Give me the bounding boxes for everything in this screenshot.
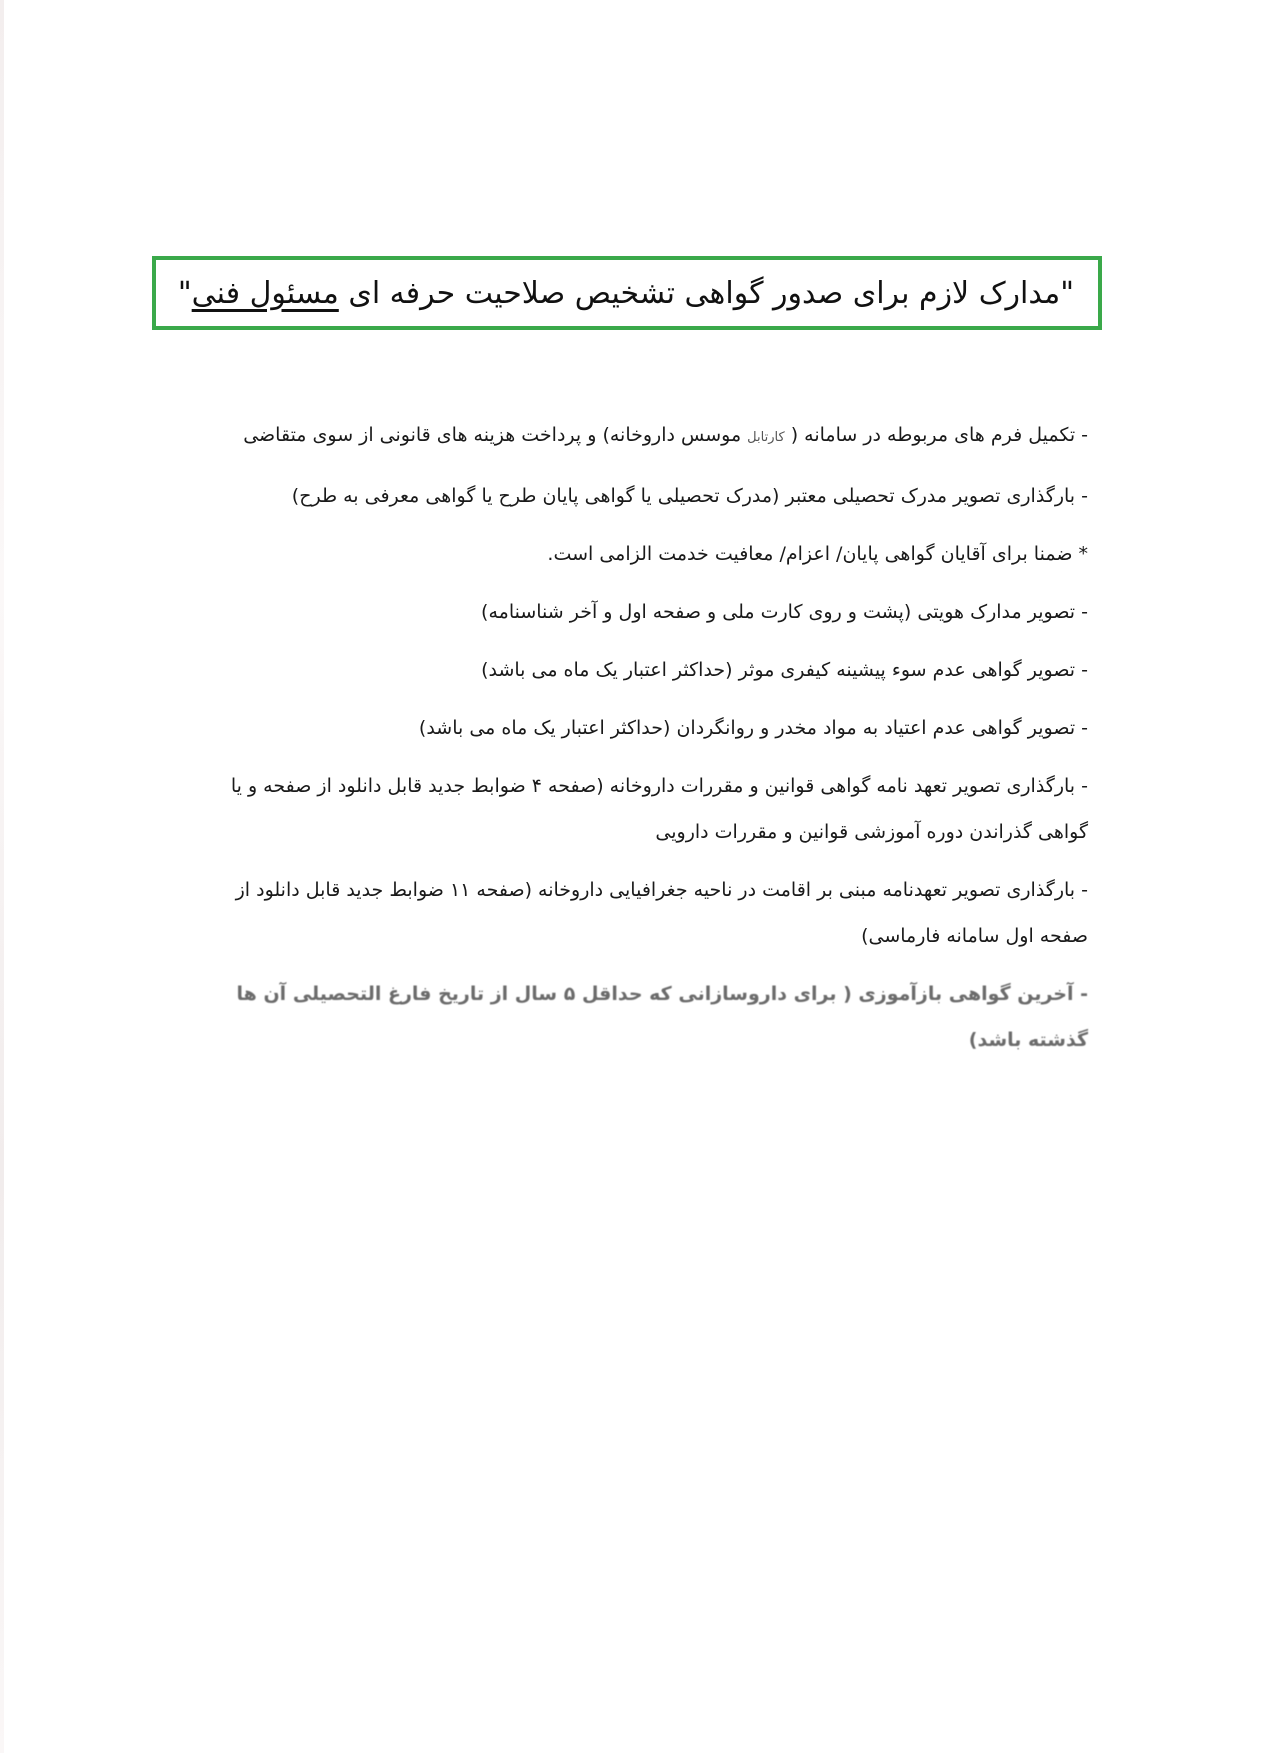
document-title (178, 276, 1074, 311)
title-underlined: مسئول فنی (191, 275, 339, 311)
list-item-pharmacy-rules: - بارگذاری تصویر تعهد نامه گواهی قوانین و مقررات داروخانه (صفحه ۴ ضوابط جدید قابل دانلود از صفحه و یا گواهی گذراندن دوره آموزشی قوانین و مقررات دارویی (230, 775, 1088, 843)
list-item-military-note: * ضمنا برای آقایان گواهی پایان/ اعزام/ معافیت خدمت الزامی است. (547, 543, 1088, 565)
list-item-registration (198, 412, 1088, 461)
list-item-degree: - بارگذاری تصویر مدرک تحصیلی معتبر (مدرک تحصیلی یا گواهی پایان طرح یا گواهی معرفی به طرح) (291, 485, 1088, 507)
list-item-retraining: - آخرین گواهی بازآموزی ( برای داروسازانی که حداقل ۵ سال از تاریخ فارغ التحصیلی آن ها گذشته باشد) (236, 983, 1088, 1051)
title-box (152, 256, 1102, 330)
scan-edge (0, 0, 4, 1753)
item-1-prefix: - تکمیل فرم های مربوطه در سامانه ( (784, 424, 1088, 446)
title-close-quote: " (177, 275, 192, 311)
list-item-addiction: - تصویر گواهی عدم اعتیاد به مواد مخدر و روانگردان (حداکثر اعتبار یک ماه می باشد) (418, 717, 1088, 739)
list-item-criminal-record: - تصویر گواهی عدم سوء پیشینه کیفری موثر (حداکثر اعتبار یک ماه می باشد) (481, 659, 1088, 681)
title-main: "مدارک لازم برای صدور گواهی تشخیص صلاحیت حرفه ای (338, 275, 1074, 311)
item-1-suffix: موسس داروخانه) و پرداخت هزینه های قانونی از سوی متقاضی (243, 424, 748, 446)
list-item-residence: - بارگذاری تصویر تعهدنامه مبنی بر اقامت در ناحیه جغرافیایی داروخانه (صفحه ۱۱ ضوابط جدید قابل دانلود از صفحه اول سامانه فارماسی) (235, 879, 1088, 947)
list-item-identity: - تصویر مدارک هویتی (پشت و روی کارت ملی و صفحه اول و آخر شناسنامه) (481, 601, 1088, 623)
item-1-note: کارتابل (747, 430, 785, 445)
requirements-list (198, 412, 1088, 1075)
